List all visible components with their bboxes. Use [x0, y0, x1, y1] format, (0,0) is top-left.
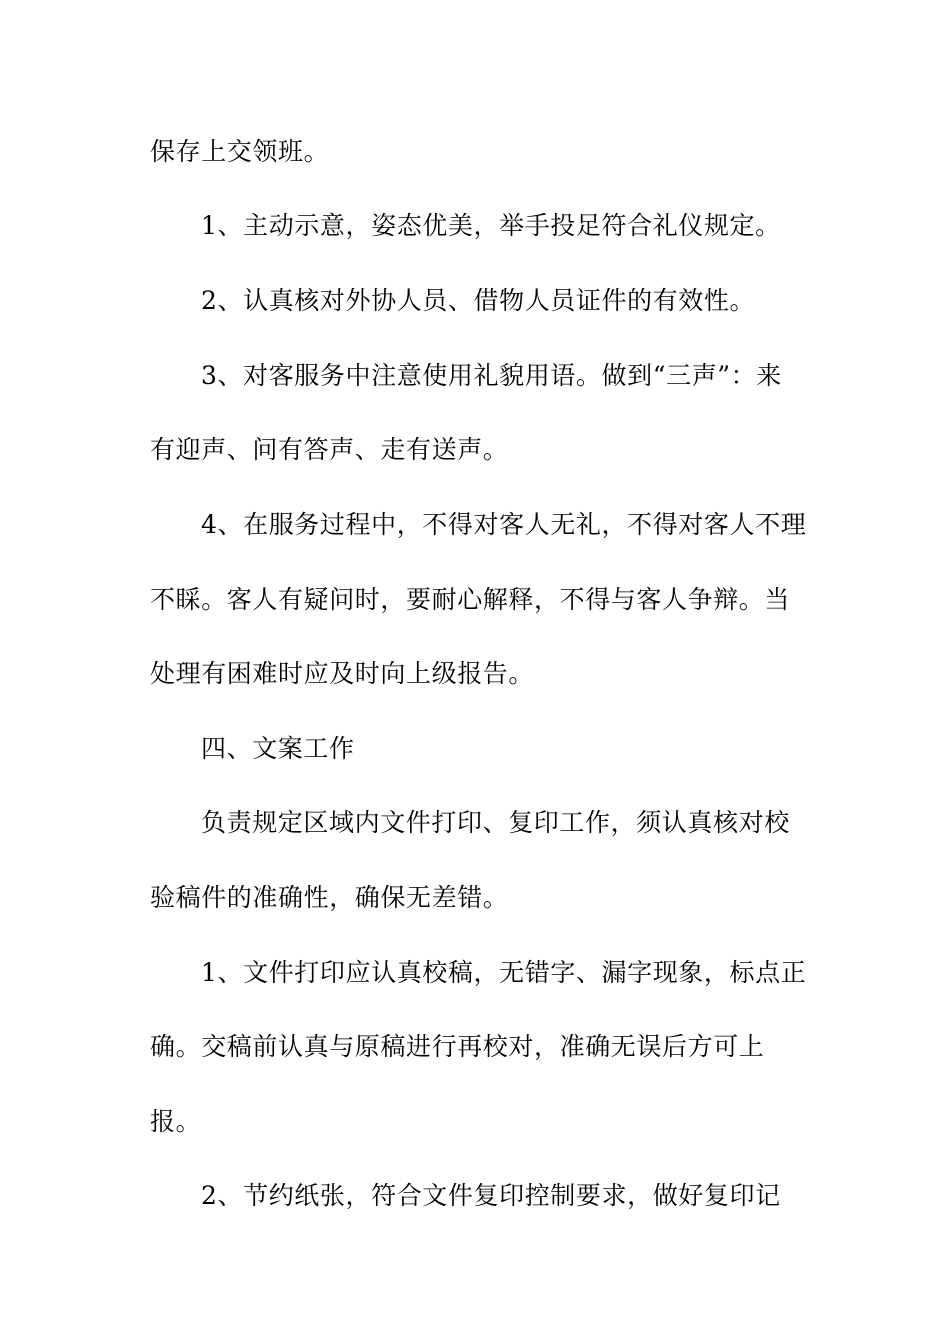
text-line: 2、节约纸张，符合文件复印控制要求，做好复印记 [201, 1181, 781, 1210]
text-line: 保存上交领班。 [150, 137, 330, 166]
text-line: 不睬。客人有疑问时，要耐心解释，不得与客人争辩。当 [150, 585, 791, 614]
text-line: 1、文件打印应认真校稿，无错字、漏字现象，标点正 [201, 958, 807, 987]
section-heading: 四、文案工作 [201, 734, 355, 763]
text-line: 处理有困难时应及时向上级报告。 [150, 659, 535, 688]
text-line: 报。 [150, 1107, 202, 1136]
text-line: 1、主动示意，姿态优美，举手投足符合礼仪规定。 [201, 211, 781, 240]
text-line: 确。交稿前认真与原稿进行再校对，准确无误后方可上 [150, 1032, 765, 1061]
text-line: 3、对客服务中注意使用礼貌用语。做到“三声”：来 [201, 361, 782, 390]
text-line: 4、在服务过程中，不得对客人无礼，不得对客人不理 [201, 510, 807, 539]
text-line: 2、认真核对外协人员、借物人员证件的有效性。 [201, 286, 756, 315]
text-line: 验稿件的准确性，确保无差错。 [150, 883, 509, 912]
text-line: 有迎声、问有答声、走有送声。 [150, 435, 509, 464]
text-line: 负责规定区域内文件打印、复印工作，须认真核对校 [201, 808, 790, 837]
